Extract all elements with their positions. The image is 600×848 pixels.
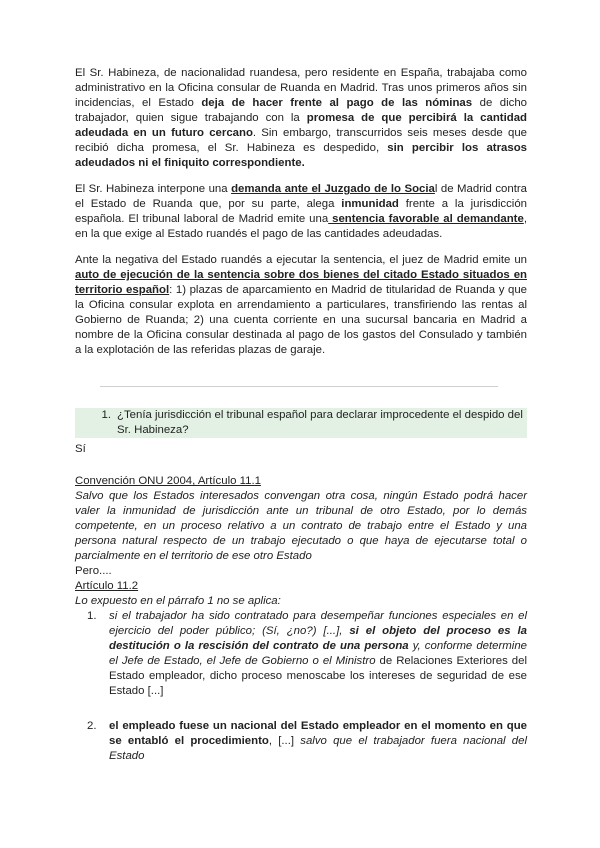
answer-text: Sí — [75, 443, 86, 455]
citation-intro-11-2: Lo expuesto en el párrafo 1 no se aplica: — [75, 595, 281, 607]
question-section — [75, 408, 527, 457]
citation-text-11-1: Salvo que los Estados interesados convengan otra cosa, ningún Estado podrá hacer valer la inmunidad de jurisdicción ante un tribunal de otro Estado, por lo demás competente, en un proceso relativo a un contrato de trabajo entre el Estado y una persona natural respecto de un trabajo ejecutado o que haya de ejecutarse total o parcialmente en el territorio de ese otro Estado — [75, 490, 527, 562]
pero-text: Pero.... — [75, 565, 112, 577]
question-text: ¿Tenía jurisdicción el tribunal español para declarar improcedente el despido del Sr. Habineza? — [117, 409, 523, 436]
list-item: 2. el empleado fuese un nacional del Estado empleador en el momento en que se entabló el procedimiento, [...] salvo que el trabajador fuera nacional del Estado — [87, 720, 527, 762]
list-item: 1. si el trabajador ha sido contratado para desempeñar funciones especiales en el ejercicio del poder público; (Sí, ¿no?) [...], si el objeto del proceso es la destitución o la rescisión del contrato de una persona y, conforme determine el Jefe de Estado, el Jefe de Gobierno o el Ministro de Relaciones Exteriores del Estado empleador, dicho proceso menoscabe los intereses de seguridad de ese Estado [...] — [87, 610, 528, 697]
citation-title-11-1: Convención ONU 2004, Artículo 11.1 — [75, 475, 261, 487]
paragraph-1: El Sr. Habineza, de nacionalidad ruandesa, pero residente en España, trabajaba como administrativo en la Oficina consular de Ruanda en Madrid. Tras unos primeros años sin incidencias, el Estado deja de hacer frente al pago de las nóminas de dicho trabajador, quien sigue trabajando con la promesa de que percibirá la cantidad adeudada en un futuro cercano. Sin embargo, transcurridos seis meses desde que recibió dicha promesa, el Sr. Habineza es despedido, sin percibir los atrasos adeudados ni el finiquito correspondiente. — [75, 67, 528, 169]
legal-citations — [75, 474, 527, 764]
case-statement — [75, 66, 527, 369]
paragraph-2: El Sr. Habineza interpone una demanda ante el Juzgado de lo Social de Madrid contra el Estado de Ruanda que, por su parte, alega inmunidad frente a la jurisdicción española. El tribunal laboral de Madrid emite una sentencia favorable al demandante, en la que exige al Estado ruandés el pago de las cantidades adeudadas. — [75, 183, 528, 240]
paragraph-3: Ante la negativa del Estado ruandés a ejecutar la sentencia, el juez de Madrid emite un auto de ejecución de la sentencia sobre dos bienes del citado Estado situados en territorio español: 1) plazas de aparcamiento en Madrid de titularidad de Ruanda y que la Oficina consular explota en arrendamiento a particulares, transfiriendo las rentas al Gobierno de Ruanda; 2) una cuenta corriente en una sucursal bancaria en Madrid a nombre de la Oficina consular destinada al pago de los gastos del Consulado y también a la explotación de las referidas plazas de garaje. — [75, 254, 527, 356]
question-item — [75, 408, 527, 438]
horizontal-divider — [100, 386, 498, 387]
question-number: 1. — [101, 409, 111, 421]
citation-title-11-2: Artículo 11.2 — [75, 580, 139, 592]
